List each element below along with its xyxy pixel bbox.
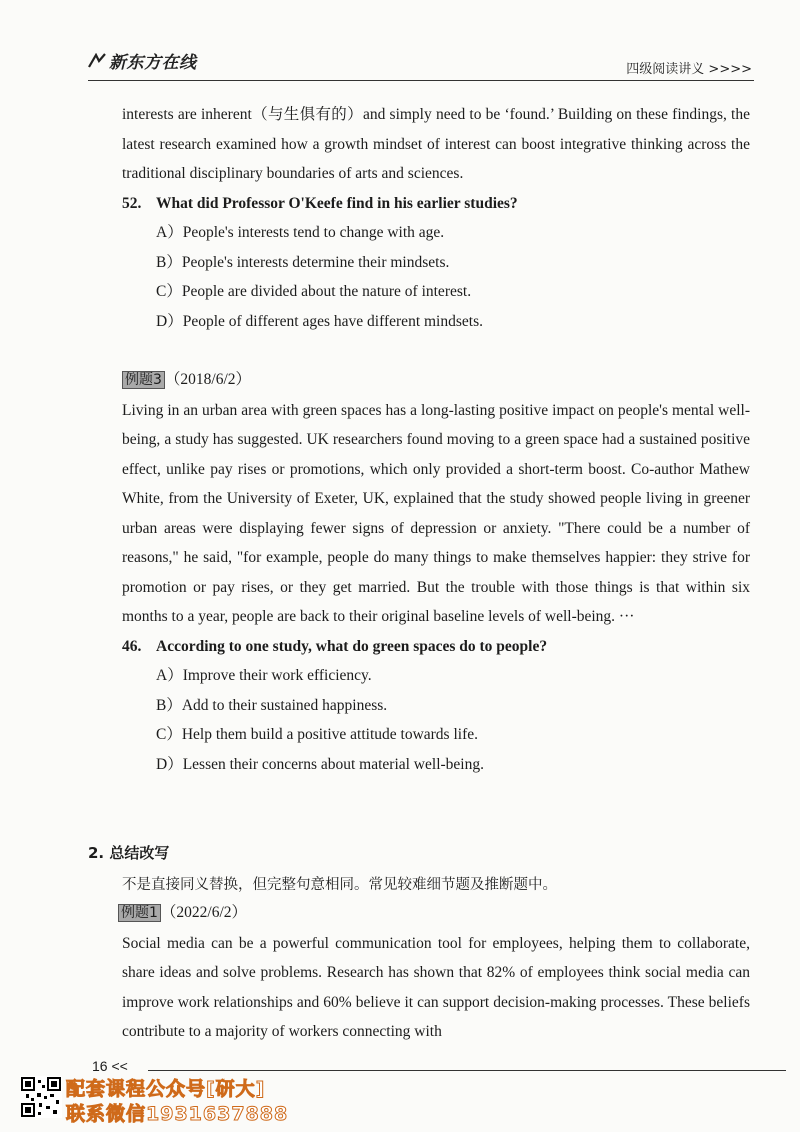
section-2 [88,842,750,1047]
question-number: 52. [122,194,142,212]
promo-line-2: 联系微信1931637888 [66,1103,289,1125]
example-date: （2018/6/2） [164,371,252,388]
qr-code-icon [20,1076,62,1118]
option-c: C）People are divided about the nature of interest. [156,283,472,300]
question-number: 46. [122,637,142,655]
option-b: B）Add to their sustained happiness. [156,696,388,714]
question-text: What did Professor O'Keefe find in his earlier studies? [156,194,518,212]
example3-heading [122,365,750,396]
section-title: 2. 总结改写 [88,844,170,862]
brand-logo [88,48,197,73]
question-text: According to one study, what do green spaces do to people? [156,637,548,655]
section-note: 不是直接同义替换，但完整句意相同。常见较难细节题及推断题中。 [122,877,557,893]
option-a: A）People's interests tend to change with age. [156,224,445,241]
question-46 [122,632,750,662]
example1-heading [118,898,750,929]
example1-passage: Social media can be a powerful communication tool for employees, helping them to collaborate, share ideas and solve problems. Research has shown that 82% of employees think social media can improve work relationships and 60% believe it can support decision-making processes. These beliefs contribute to a majority of workers connecting with [122,934,750,1040]
promo-line-1: 配套课程公众号[研大] [66,1078,266,1100]
header-title: 四级阅读讲义 >>>> [626,62,752,77]
option-d: D）Lessen their concerns about material well-being. [156,755,484,773]
example-badge: 例题1 [118,904,161,922]
example3-passage: Living in an urban area with green spaces has a long-lasting positive impact on people's mental well-being, a study has suggested. UK researchers found moving to a green space had a sustained positive effect, unlike pay rises or promotions, which only provided a short-term boost. Co-author Mathew White, from the University of Exeter, UK, explained that the study showed people living in greener urban areas were displaying fewer signs of depression or anxiety. "There could be a number of reasons," he said, "for example, people do many things to make themselves happier: they strive for promotion or pay rises, or they get married. But the trouble with those things is that within six months to a year, people are back to their original baseline levels of well-being. ··· [122,401,750,625]
logo-text: 新东方在线 [109,53,197,73]
question-52 [122,189,750,219]
passage-continued: interests are inherent（与生俱有的）and simply need to be ‘found.’ Building on these findings, the latest research examined how a growth mindset of interest can boost integrative thinking across the traditional disciplinary boundaries of arts and sciences. [122,106,750,182]
option-c: C）Help them build a positive attitude towards life. [156,726,478,743]
option-d: D）People of different ages have different mindsets. [156,312,483,330]
footer-divider [148,1070,786,1071]
page-number: 16 << [92,1058,128,1074]
option-b: B）People's interests determine their mindsets. [156,253,450,271]
page-content [122,100,750,779]
example-badge: 例题3 [122,371,165,389]
option-a: A）Improve their work efficiency. [156,667,372,684]
header-divider [88,80,754,81]
logo-mark-icon [88,53,106,69]
example-date: （2022/6/2） [160,904,248,921]
